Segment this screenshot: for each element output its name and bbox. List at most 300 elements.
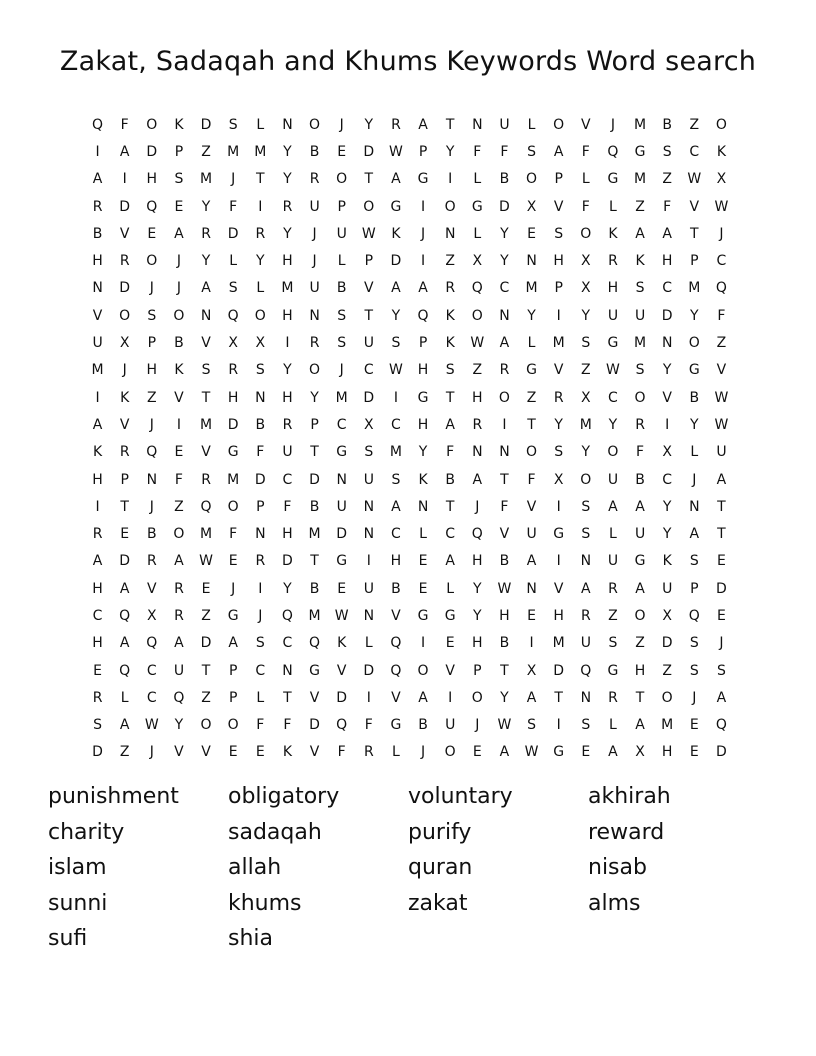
grid-letter[interactable]: X [716,171,727,188]
grid-letter[interactable]: N [526,253,537,270]
grid-letter[interactable]: Z [174,498,184,515]
grid-letter[interactable]: K [174,116,184,133]
grid-letter[interactable]: Q [688,607,700,624]
grid-letter[interactable]: P [256,498,265,515]
grid-letter[interactable]: N [92,280,103,297]
grid-letter[interactable]: G [607,662,619,679]
grid-letter[interactable]: F [581,143,590,160]
grid-letter[interactable]: B [418,717,428,734]
grid-letter[interactable]: E [337,143,347,160]
grid-letter[interactable]: Q [715,280,727,297]
grid-letter[interactable]: M [552,335,565,352]
grid-letter[interactable]: P [418,335,428,352]
grid-letter[interactable]: N [309,307,320,324]
grid-letter[interactable]: Z [201,143,211,160]
grid-letter[interactable]: F [717,307,726,324]
grid-letter[interactable]: A [581,580,591,597]
grid-letter[interactable]: B [445,471,455,488]
grid-letter[interactable]: I [420,198,426,215]
grid-letter[interactable]: F [473,143,482,160]
grid-letter[interactable]: J [692,689,697,706]
grid-letter[interactable]: D [661,307,673,324]
grid-letter[interactable]: W [714,416,729,433]
grid-letter[interactable]: N [444,225,456,242]
grid-letter[interactable]: N [336,471,347,488]
grid-letter[interactable]: R [174,607,184,624]
grid-letter[interactable]: M [552,635,565,652]
grid-letter[interactable]: S [337,335,347,352]
grid-letter[interactable]: D [119,198,131,215]
grid-letter[interactable]: X [472,253,483,270]
grid-letter[interactable]: U [634,307,646,324]
grid-letter[interactable]: A [92,416,103,433]
grid-letter[interactable]: L [446,580,455,597]
grid-letter[interactable]: I [95,389,100,406]
grid-letter[interactable]: I [448,689,453,706]
grid-letter[interactable]: Y [581,307,591,324]
grid-letter[interactable]: A [119,717,130,734]
grid-letter[interactable]: H [92,580,103,597]
grid-letter[interactable]: E [174,444,184,461]
grid-letter[interactable]: V [553,198,564,215]
grid-letter[interactable]: B [635,471,645,488]
grid-letter[interactable]: G [471,198,483,215]
grid-letter[interactable]: Z [662,662,672,679]
grid-letter[interactable]: E [337,580,347,597]
grid-letter[interactable]: A [92,171,103,188]
grid-letter[interactable]: E [472,744,482,761]
grid-letter[interactable]: N [689,498,700,515]
grid-letter[interactable]: G [607,171,619,188]
grid-letter[interactable]: A [662,225,672,242]
grid-letter[interactable]: Z [689,116,700,133]
grid-letter[interactable]: A [526,553,537,570]
grid-letter[interactable]: C [716,253,727,270]
grid-letter[interactable]: P [690,253,699,270]
grid-letter[interactable]: X [147,607,157,624]
grid-letter[interactable]: H [417,416,429,433]
grid-letter[interactable]: T [527,416,536,433]
grid-letter[interactable]: Z [445,253,455,270]
grid-letter[interactable]: I [502,416,507,433]
grid-letter[interactable]: R [92,198,103,215]
grid-letter[interactable]: L [364,635,373,652]
grid-letter[interactable]: U [607,553,619,570]
grid-letter[interactable]: V [716,362,727,379]
grid-letter[interactable]: A [445,416,455,433]
grid-letter[interactable]: S [228,116,238,133]
grid-letter[interactable]: B [255,416,266,433]
grid-letter[interactable]: W [714,389,729,406]
grid-letter[interactable]: S [554,225,564,242]
grid-letter[interactable]: I [556,717,561,734]
grid-letter[interactable]: D [200,635,212,652]
grid-letter[interactable]: L [609,717,617,734]
grid-letter[interactable]: D [146,143,158,160]
grid-letter[interactable]: J [719,225,724,242]
grid-letter[interactable]: B [689,389,700,406]
grid-letter[interactable]: V [581,116,591,133]
grid-letter[interactable]: X [526,662,537,679]
grid-letter[interactable]: D [499,198,510,215]
grid-letter[interactable]: L [609,526,617,543]
grid-letter[interactable]: X [553,471,564,488]
grid-letter[interactable]: P [174,143,184,160]
grid-letter[interactable]: M [308,607,321,624]
grid-letter[interactable]: B [391,580,401,597]
grid-letter[interactable]: J [420,225,426,242]
grid-letter[interactable]: L [581,171,590,188]
grid-letter[interactable]: Y [662,362,672,379]
grid-letter[interactable]: I [665,416,670,433]
grid-letter[interactable]: R [608,253,618,270]
grid-letter[interactable]: J [176,280,181,297]
grid-letter[interactable]: E [418,580,428,597]
grid-letter[interactable]: W [144,717,159,734]
grid-letter[interactable]: A [635,580,645,597]
grid-letter[interactable]: T [310,553,319,570]
grid-letter[interactable]: Y [690,307,699,324]
grid-letter[interactable]: K [608,225,618,242]
grid-letter[interactable]: R [472,416,483,433]
grid-letter[interactable]: H [146,362,158,379]
grid-letter[interactable]: Y [283,362,292,379]
grid-letter[interactable]: A [228,635,238,652]
grid-letter[interactable]: S [255,362,265,379]
grid-letter[interactable]: Y [662,526,672,543]
grid-letter[interactable]: O [227,717,239,734]
grid-letter[interactable]: S [391,335,401,352]
grid-letter[interactable]: R [255,225,266,242]
grid-letter[interactable]: Q [471,526,483,543]
grid-letter[interactable]: G [227,444,239,461]
grid-letter[interactable]: P [228,662,238,679]
grid-letter[interactable]: S [581,498,591,515]
grid-letter[interactable]: A [119,580,130,597]
grid-letter[interactable]: V [201,444,211,461]
grid-letter[interactable]: Y [690,416,699,433]
grid-letter[interactable]: S [581,335,591,352]
grid-letter[interactable]: C [282,635,293,652]
grid-letter[interactable]: J [312,225,317,242]
grid-letter[interactable]: M [389,444,402,461]
grid-letter[interactable]: B [662,116,672,133]
grid-letter[interactable]: I [366,553,371,570]
grid-letter[interactable]: G [336,553,348,570]
grid-letter[interactable]: L [473,171,482,188]
grid-letter[interactable]: K [92,444,103,461]
grid-letter[interactable]: F [581,198,590,215]
grid-letter[interactable]: O [309,362,321,379]
grid-letter[interactable]: I [420,635,426,652]
grid-letter[interactable]: N [255,526,266,543]
grid-letter[interactable]: S [527,717,536,734]
grid-letter[interactable]: M [634,335,647,352]
grid-letter[interactable]: A [119,635,130,652]
grid-letter[interactable]: F [229,198,238,215]
grid-letter[interactable]: N [255,389,266,406]
grid-letter[interactable]: N [580,689,592,706]
grid-letter[interactable]: O [173,526,185,543]
grid-letter[interactable]: V [309,744,320,761]
grid-letter[interactable]: R [363,744,374,761]
grid-letter[interactable]: H [282,307,293,324]
grid-letter[interactable]: Y [473,607,482,624]
grid-letter[interactable]: C [146,689,157,706]
grid-letter[interactable]: V [391,689,401,706]
grid-letter[interactable]: M [308,526,321,543]
grid-letter[interactable]: P [337,198,346,215]
grid-letter[interactable]: M [661,717,674,734]
grid-letter[interactable]: O [444,744,456,761]
grid-letter[interactable]: E [93,662,102,679]
grid-letter[interactable]: Y [201,253,211,270]
grid-letter[interactable]: D [227,416,239,433]
grid-letter[interactable]: D [282,553,293,570]
grid-letter[interactable]: A [174,553,184,570]
grid-letter[interactable]: H [661,253,673,270]
grid-letter[interactable]: R [391,116,401,133]
grid-letter[interactable]: O [417,662,429,679]
grid-letter[interactable]: X [581,253,591,270]
grid-letter[interactable]: I [95,143,100,160]
grid-letter[interactable]: U [662,580,673,597]
grid-letter[interactable]: G [444,607,456,624]
grid-letter[interactable]: F [636,444,645,461]
grid-letter[interactable]: S [689,635,699,652]
grid-letter[interactable]: O [363,198,375,215]
grid-letter[interactable]: Y [256,253,265,270]
grid-letter[interactable]: M [200,416,213,433]
grid-letter[interactable]: M [91,362,104,379]
grid-letter[interactable]: M [227,471,240,488]
grid-letter[interactable]: E [255,744,265,761]
grid-letter[interactable]: H [390,553,402,570]
grid-letter[interactable]: Q [119,662,131,679]
grid-letter[interactable]: E [147,225,157,242]
grid-letter[interactable]: Q [146,635,158,652]
grid-letter[interactable]: I [393,389,398,406]
grid-letter[interactable]: R [499,362,510,379]
grid-letter[interactable]: L [473,225,482,242]
grid-letter[interactable]: N [200,307,212,324]
grid-letter[interactable]: Q [607,143,619,160]
grid-letter[interactable]: J [231,171,236,188]
grid-letter[interactable]: J [719,635,724,652]
grid-letter[interactable]: P [554,280,563,297]
grid-letter[interactable]: R [119,253,130,270]
grid-letter[interactable]: L [256,689,265,706]
grid-letter[interactable]: B [309,143,320,160]
grid-letter[interactable]: H [553,253,564,270]
grid-letter[interactable]: Q [281,607,293,624]
grid-letter[interactable]: R [255,553,266,570]
grid-letter[interactable]: V [553,362,564,379]
grid-letter[interactable]: P [147,335,157,352]
grid-letter[interactable]: F [174,471,183,488]
grid-letter[interactable]: K [716,143,727,160]
grid-letter[interactable]: G [607,335,619,352]
grid-letter[interactable]: Y [554,416,563,433]
grid-letter[interactable]: D [390,253,402,270]
grid-letter[interactable]: K [418,471,428,488]
grid-letter[interactable]: Y [662,498,672,515]
grid-letter[interactable]: E [527,607,536,624]
grid-letter[interactable]: J [312,253,317,270]
grid-letter[interactable]: O [471,307,483,324]
grid-letter[interactable]: Z [608,607,618,624]
grid-letter[interactable]: E [717,553,726,570]
grid-letter[interactable]: O [471,689,483,706]
grid-letter[interactable]: K [120,389,130,406]
grid-letter[interactable]: V [499,526,510,543]
grid-letter[interactable]: X [635,744,645,761]
grid-letter[interactable]: I [556,307,561,324]
grid-letter[interactable]: Q [309,635,321,652]
grid-letter[interactable]: W [524,744,539,761]
grid-letter[interactable]: X [662,444,672,461]
grid-letter[interactable]: D [553,662,565,679]
grid-letter[interactable]: Y [283,225,292,242]
grid-letter[interactable]: N [282,662,293,679]
grid-letter[interactable]: M [200,171,213,188]
grid-letter[interactable]: S [201,362,211,379]
grid-letter[interactable]: Y [283,580,292,597]
grid-letter[interactable]: A [499,335,510,352]
grid-letter[interactable]: A [472,471,483,488]
grid-letter[interactable]: D [92,744,103,761]
grid-letter[interactable]: Y [473,580,482,597]
grid-letter[interactable]: G [227,607,239,624]
grid-letter[interactable]: F [337,744,346,761]
grid-letter[interactable]: A [119,143,130,160]
grid-letter[interactable]: O [173,307,185,324]
grid-letter[interactable]: X [581,280,591,297]
grid-letter[interactable]: T [717,498,726,515]
grid-letter[interactable]: W [497,580,512,597]
grid-letter[interactable]: B [309,580,320,597]
grid-letter[interactable]: A [635,717,645,734]
grid-letter[interactable]: O [607,444,619,461]
grid-letter[interactable]: W [714,198,729,215]
grid-letter[interactable]: W [389,143,403,160]
grid-letter[interactable]: L [419,526,427,543]
grid-letter[interactable]: B [336,280,347,297]
grid-letter[interactable]: I [176,416,181,433]
grid-letter[interactable]: S [228,280,238,297]
grid-letter[interactable]: T [201,662,211,679]
grid-letter[interactable]: D [363,662,375,679]
grid-letter[interactable]: L [256,116,265,133]
grid-letter[interactable]: F [229,526,238,543]
grid-letter[interactable]: N [526,580,537,597]
grid-letter[interactable]: T [635,689,645,706]
grid-letter[interactable]: V [364,280,374,297]
grid-letter[interactable]: J [149,416,154,433]
grid-letter[interactable]: A [418,280,428,297]
grid-letter[interactable]: U [363,580,374,597]
grid-letter[interactable]: H [282,389,293,406]
grid-letter[interactable]: C [282,471,293,488]
grid-letter[interactable]: M [579,416,592,433]
grid-letter[interactable]: K [391,225,401,242]
grid-letter[interactable]: A [608,744,618,761]
grid-letter[interactable]: C [445,526,456,543]
grid-letter[interactable]: N [661,335,673,352]
grid-letter[interactable]: T [256,171,265,188]
grid-letter[interactable]: O [498,389,510,406]
grid-letter[interactable]: H [499,607,510,624]
grid-letter[interactable]: S [662,143,672,160]
grid-letter[interactable]: H [92,253,103,270]
grid-letter[interactable]: C [336,416,347,433]
grid-letter[interactable]: K [282,744,293,761]
grid-letter[interactable]: D [336,689,348,706]
grid-letter[interactable]: S [554,444,564,461]
grid-letter[interactable]: U [309,198,320,215]
grid-letter[interactable]: V [119,225,130,242]
grid-letter[interactable]: Z [472,362,483,379]
grid-letter[interactable]: Q [471,280,483,297]
grid-letter[interactable]: G [390,198,402,215]
grid-letter[interactable]: T [120,498,129,515]
grid-letter[interactable]: S [716,662,726,679]
grid-letter[interactable]: N [499,444,510,461]
grid-letter[interactable]: R [201,471,211,488]
grid-letter[interactable]: S [147,307,157,324]
grid-letter[interactable]: U [309,280,320,297]
grid-letter[interactable]: S [93,717,102,734]
grid-letter[interactable]: K [635,253,645,270]
grid-letter[interactable]: V [662,389,672,406]
grid-letter[interactable]: S [527,143,536,160]
grid-letter[interactable]: R [228,362,239,379]
grid-letter[interactable]: H [472,389,483,406]
grid-letter[interactable]: T [554,689,563,706]
grid-letter[interactable]: A [635,225,645,242]
grid-letter[interactable]: E [689,744,699,761]
grid-letter[interactable]: T [364,307,374,324]
grid-letter[interactable]: S [445,362,455,379]
grid-letter[interactable]: Y [500,225,509,242]
grid-letter[interactable]: O [553,116,565,133]
grid-letter[interactable]: S [364,444,374,461]
grid-letter[interactable]: G [688,362,700,379]
grid-letter[interactable]: W [334,607,349,624]
grid-letter[interactable]: U [363,471,374,488]
grid-letter[interactable]: V [201,744,211,761]
grid-letter[interactable]: R [635,416,645,433]
grid-letter[interactable]: O [526,444,538,461]
grid-letter[interactable]: Z [635,635,645,652]
grid-letter[interactable]: M [281,280,294,297]
grid-letter[interactable]: F [256,717,265,734]
grid-letter[interactable]: S [581,717,591,734]
grid-letter[interactable]: A [608,498,618,515]
grid-letter[interactable]: Q [580,662,592,679]
grid-letter[interactable]: H [282,526,293,543]
grid-letter[interactable]: R [282,198,293,215]
grid-letter[interactable]: U [607,471,619,488]
grid-letter[interactable]: D [119,553,131,570]
grid-letter[interactable]: X [662,607,672,624]
grid-letter[interactable]: A [526,689,537,706]
grid-letter[interactable]: U [580,635,591,652]
grid-letter[interactable]: D [363,389,375,406]
grid-letter[interactable]: M [525,280,538,297]
grid-letter[interactable]: D [309,471,320,488]
grid-letter[interactable]: L [337,253,346,270]
